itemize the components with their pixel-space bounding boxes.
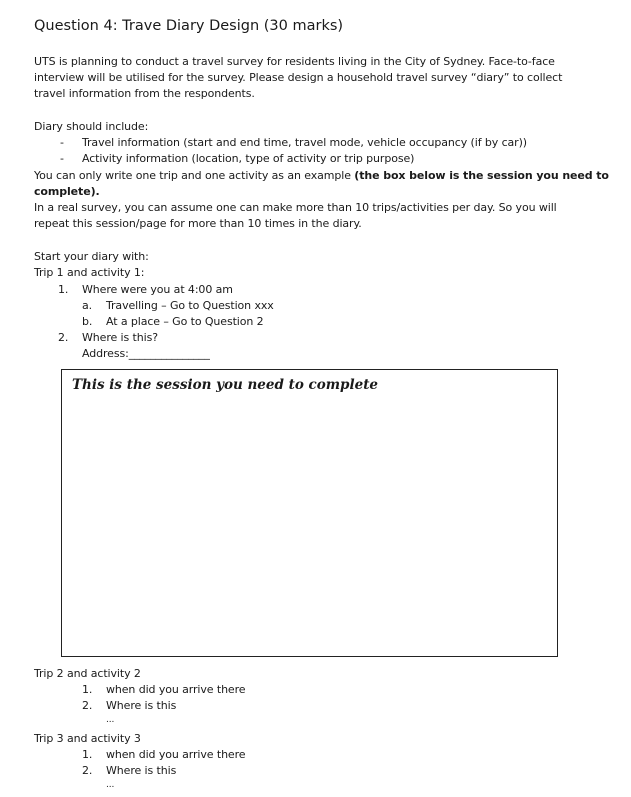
answer-box-title: This is the session you need to complete <box>72 377 379 393</box>
start-diary-heading: Start your diary with: <box>34 250 149 263</box>
question-title: Question 4: Trave Diary Design (30 marks) <box>34 18 344 34</box>
instruction-note-bold-continued: complete). <box>34 185 100 198</box>
bullet-marker: - <box>60 136 64 149</box>
answer-box <box>61 369 558 657</box>
instruction-note-plain: You can only write one trip and one activity as an example <box>34 169 355 182</box>
question-1-text: Where were you at 4:00 am <box>82 283 233 296</box>
trip-2-ellipsis: ... <box>106 715 115 725</box>
bullet-travel-information: Travel information (start and end time, travel mode, vehicle occupancy (if by car)) <box>82 136 527 149</box>
trip-3-item-location: Where is this <box>106 764 177 777</box>
bullet-marker: - <box>60 152 64 165</box>
trip-2-item-location: Where is this <box>106 699 177 712</box>
instruction-note-bold: (the box below is the session you need to <box>354 169 609 182</box>
trip-1-label: Trip 1 and activity 1: <box>34 266 145 279</box>
intro-line-2: interview will be utilised for the survey. Please design a household travel survey “diary” to collect <box>34 71 563 84</box>
list-number: 2. <box>82 699 93 712</box>
diary-include-heading: Diary should include: <box>34 120 149 133</box>
option-travelling: Travelling – Go to Question xxx <box>106 299 274 312</box>
trip-3-label: Trip 3 and activity 3 <box>34 732 141 745</box>
instruction-note <box>34 169 609 183</box>
trip-2-label: Trip 2 and activity 2 <box>34 667 141 680</box>
trip-2-item-arrival: when did you arrive there <box>106 683 246 696</box>
option-letter: a. <box>82 299 93 312</box>
list-number: 2. <box>82 764 93 777</box>
bullet-activity-information: Activity information (location, type of activity or trip purpose) <box>82 152 415 165</box>
list-number: 1. <box>82 683 93 696</box>
trip-3-ellipsis: ... <box>106 780 115 790</box>
list-number: 1. <box>82 748 93 761</box>
repeat-note-line-2: repeat this session/page for more than 10 times in the diary. <box>34 217 362 230</box>
option-at-a-place: At a place – Go to Question 2 <box>106 315 264 328</box>
intro-line-3: travel information from the respondents. <box>34 87 255 100</box>
question-2-text: Where is this? <box>82 331 158 344</box>
address-label: Address:_______________ <box>82 347 210 360</box>
intro-line-1: UTS is planning to conduct a travel survey for residents living in the City of Sydney. Face-to-face <box>34 55 555 68</box>
option-letter: b. <box>82 315 93 328</box>
question-number: 1. <box>58 283 69 296</box>
trip-3-item-arrival: when did you arrive there <box>106 748 246 761</box>
repeat-note-line-1: In a real survey, you can assume one can make more than 10 trips/activities per day. So you will <box>34 201 557 214</box>
question-number: 2. <box>58 331 69 344</box>
